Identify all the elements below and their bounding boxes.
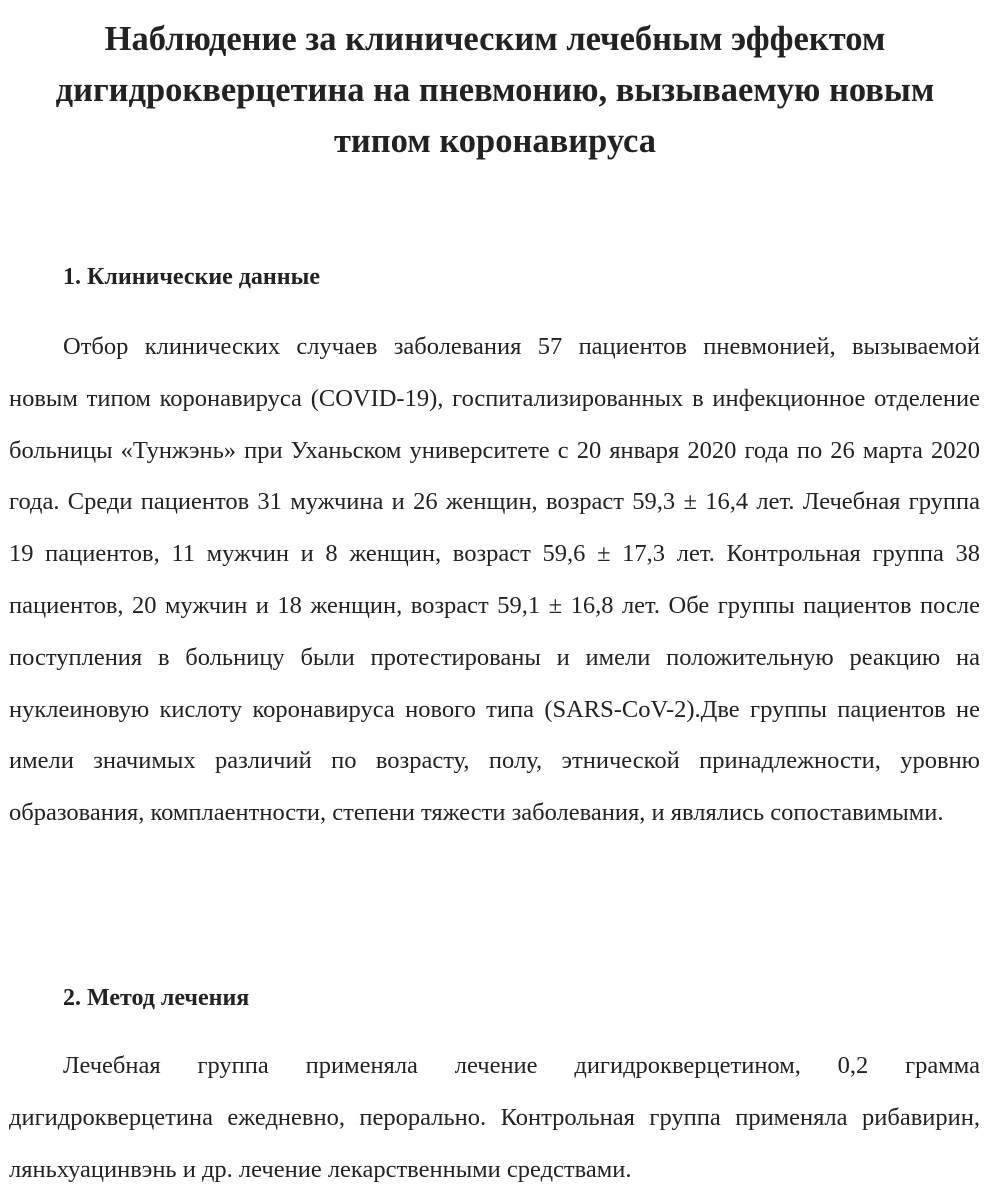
section-heading-clinical-data: 1. Клинические данные: [63, 264, 320, 290]
paragraph-treatment-method: Лечебная группа применяла лечение дигидрокверцетином, 0,2 грамма дигидрокверцетина ежедневно, перорально. Контрольная группа применяла рибавирин, ляньхуацинвэнь и др. лечение лекарственными средствами.: [9, 1052, 980, 1183]
section-heading-treatment-method: 2. Метод лечения: [63, 985, 250, 1011]
paragraph-clinical-data: Отбор клинических случаев заболевания 57 пациентов пневмонией, вызываемой новым типом коронавируса (COVID-19), госпитализированных в инфекционное отделение больницы «Тунжэнь» при Уханьском университете с 20 января 2020 года по 26 марта 2020 года. Среди пациентов 31 мужчина и 26 женщин, возраст 59,3 ± 16,4 лет. Лечебная группа 19 пациентов, 11 мужчин и 8 женщин, возраст 59,6 ± 17,3 лет. Контрольная группа 38 пациентов, 20 мужчин и 18 женщин, возраст 59,1 ± 16,8 лет. Обе группы пациентов после поступления в больницу были протестированы и имели положительную реакцию на нуклеиновую кислоту коронавируса нового типа (SARS-CoV-2).Две группы пациентов не имели значимых различий по возрасту, полу, этнической принадлежности, уровню образования, комплаентности, степени тяжести заболевания, и являлись сопоставимыми.: [9, 333, 980, 827]
document-title: Наблюдение за клиническим лечебным эффектом дигидрокверцетина на пневмонию, вызываемую новым типом коронавируса: [55, 20, 935, 160]
